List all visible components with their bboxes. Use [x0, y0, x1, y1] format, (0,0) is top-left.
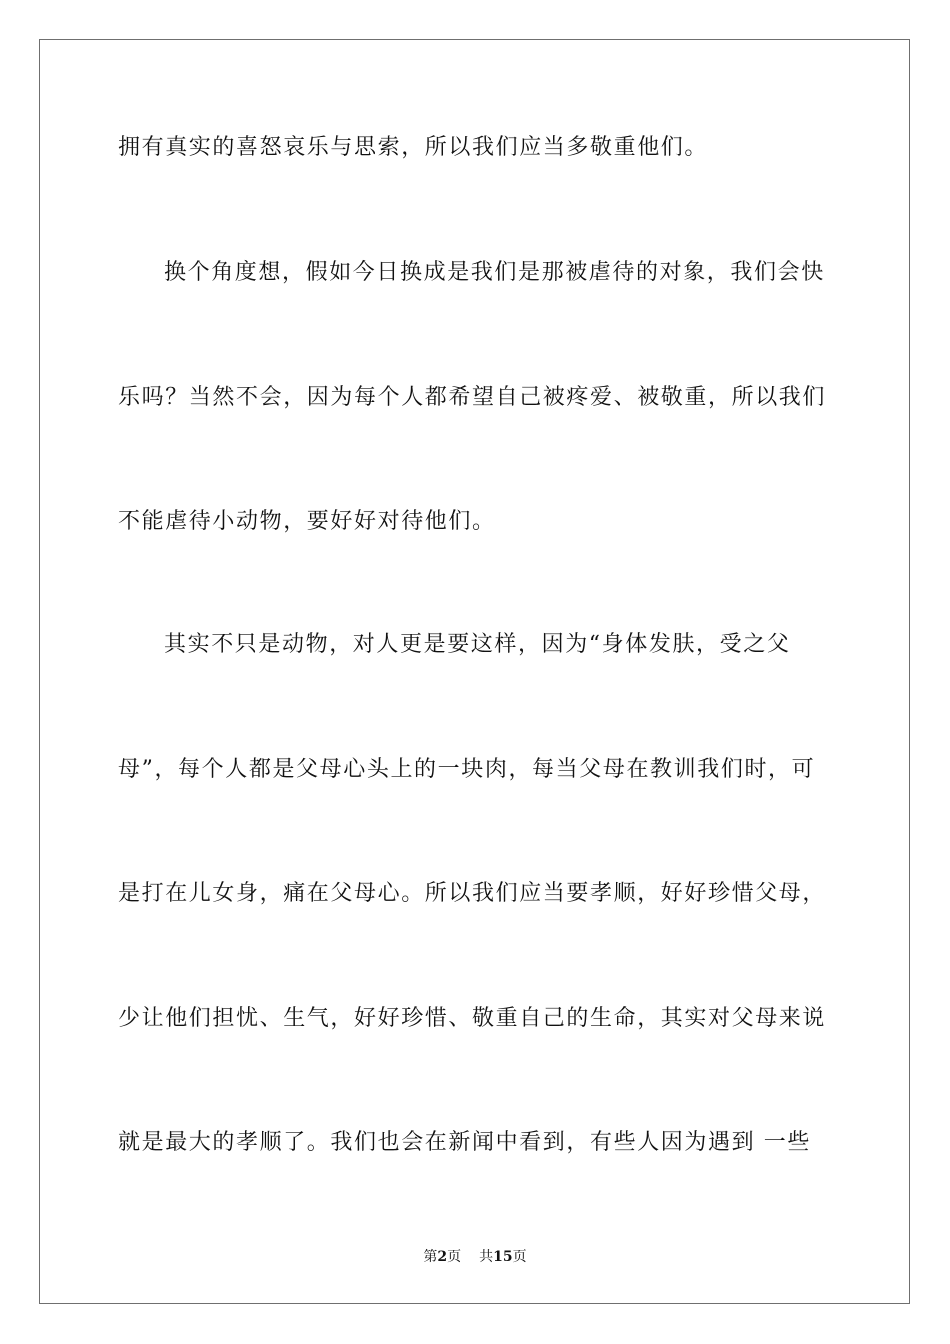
current-page-number: 2 [437, 1249, 448, 1265]
paragraph-line: 是打在儿女身，痛在父母心。所以我们应当要孝顺，好好珍惜父母， [118, 881, 827, 906]
page-label-suffix: 页 [447, 1249, 462, 1265]
paragraph-line: 其实不只是动物，对人更是要这样，因为“身体发肤，受之父 [164, 632, 791, 657]
paragraph-line: 母”，每个人都是父母心头上的一块肉，每当父母在教训我们时，可 [118, 757, 816, 782]
paragraph-line: 就是最大的孝顺了。我们也会在新闻中看到，有些人因为遇到 一些 [118, 1130, 811, 1155]
paragraph-line: 乐吗？当然不会，因为每个人都希望自己被疼爱、被敬重，所以我们 [118, 385, 827, 410]
page-footer [0, 1248, 950, 1266]
paragraph-line: 拥有真实的喜怒哀乐与思索，所以我们应当多敬重他们。 [118, 135, 709, 160]
page-label-prefix: 第 [423, 1249, 438, 1265]
paragraph-line: 换个角度想，假如今日换成是我们是那被虐待的对象，我们会快 [164, 260, 825, 285]
total-label-suffix: 页 [512, 1249, 527, 1265]
page-border [39, 39, 910, 1304]
total-label-prefix: 共 [479, 1249, 494, 1265]
paragraph-line: 少让他们担忧、生气，好好珍惜、敬重自己的生命，其实对父母来说 [118, 1006, 827, 1031]
total-page-count: 15 [493, 1249, 513, 1265]
paragraph-line: 不能虐待小动物，要好好对待他们。 [118, 509, 496, 534]
